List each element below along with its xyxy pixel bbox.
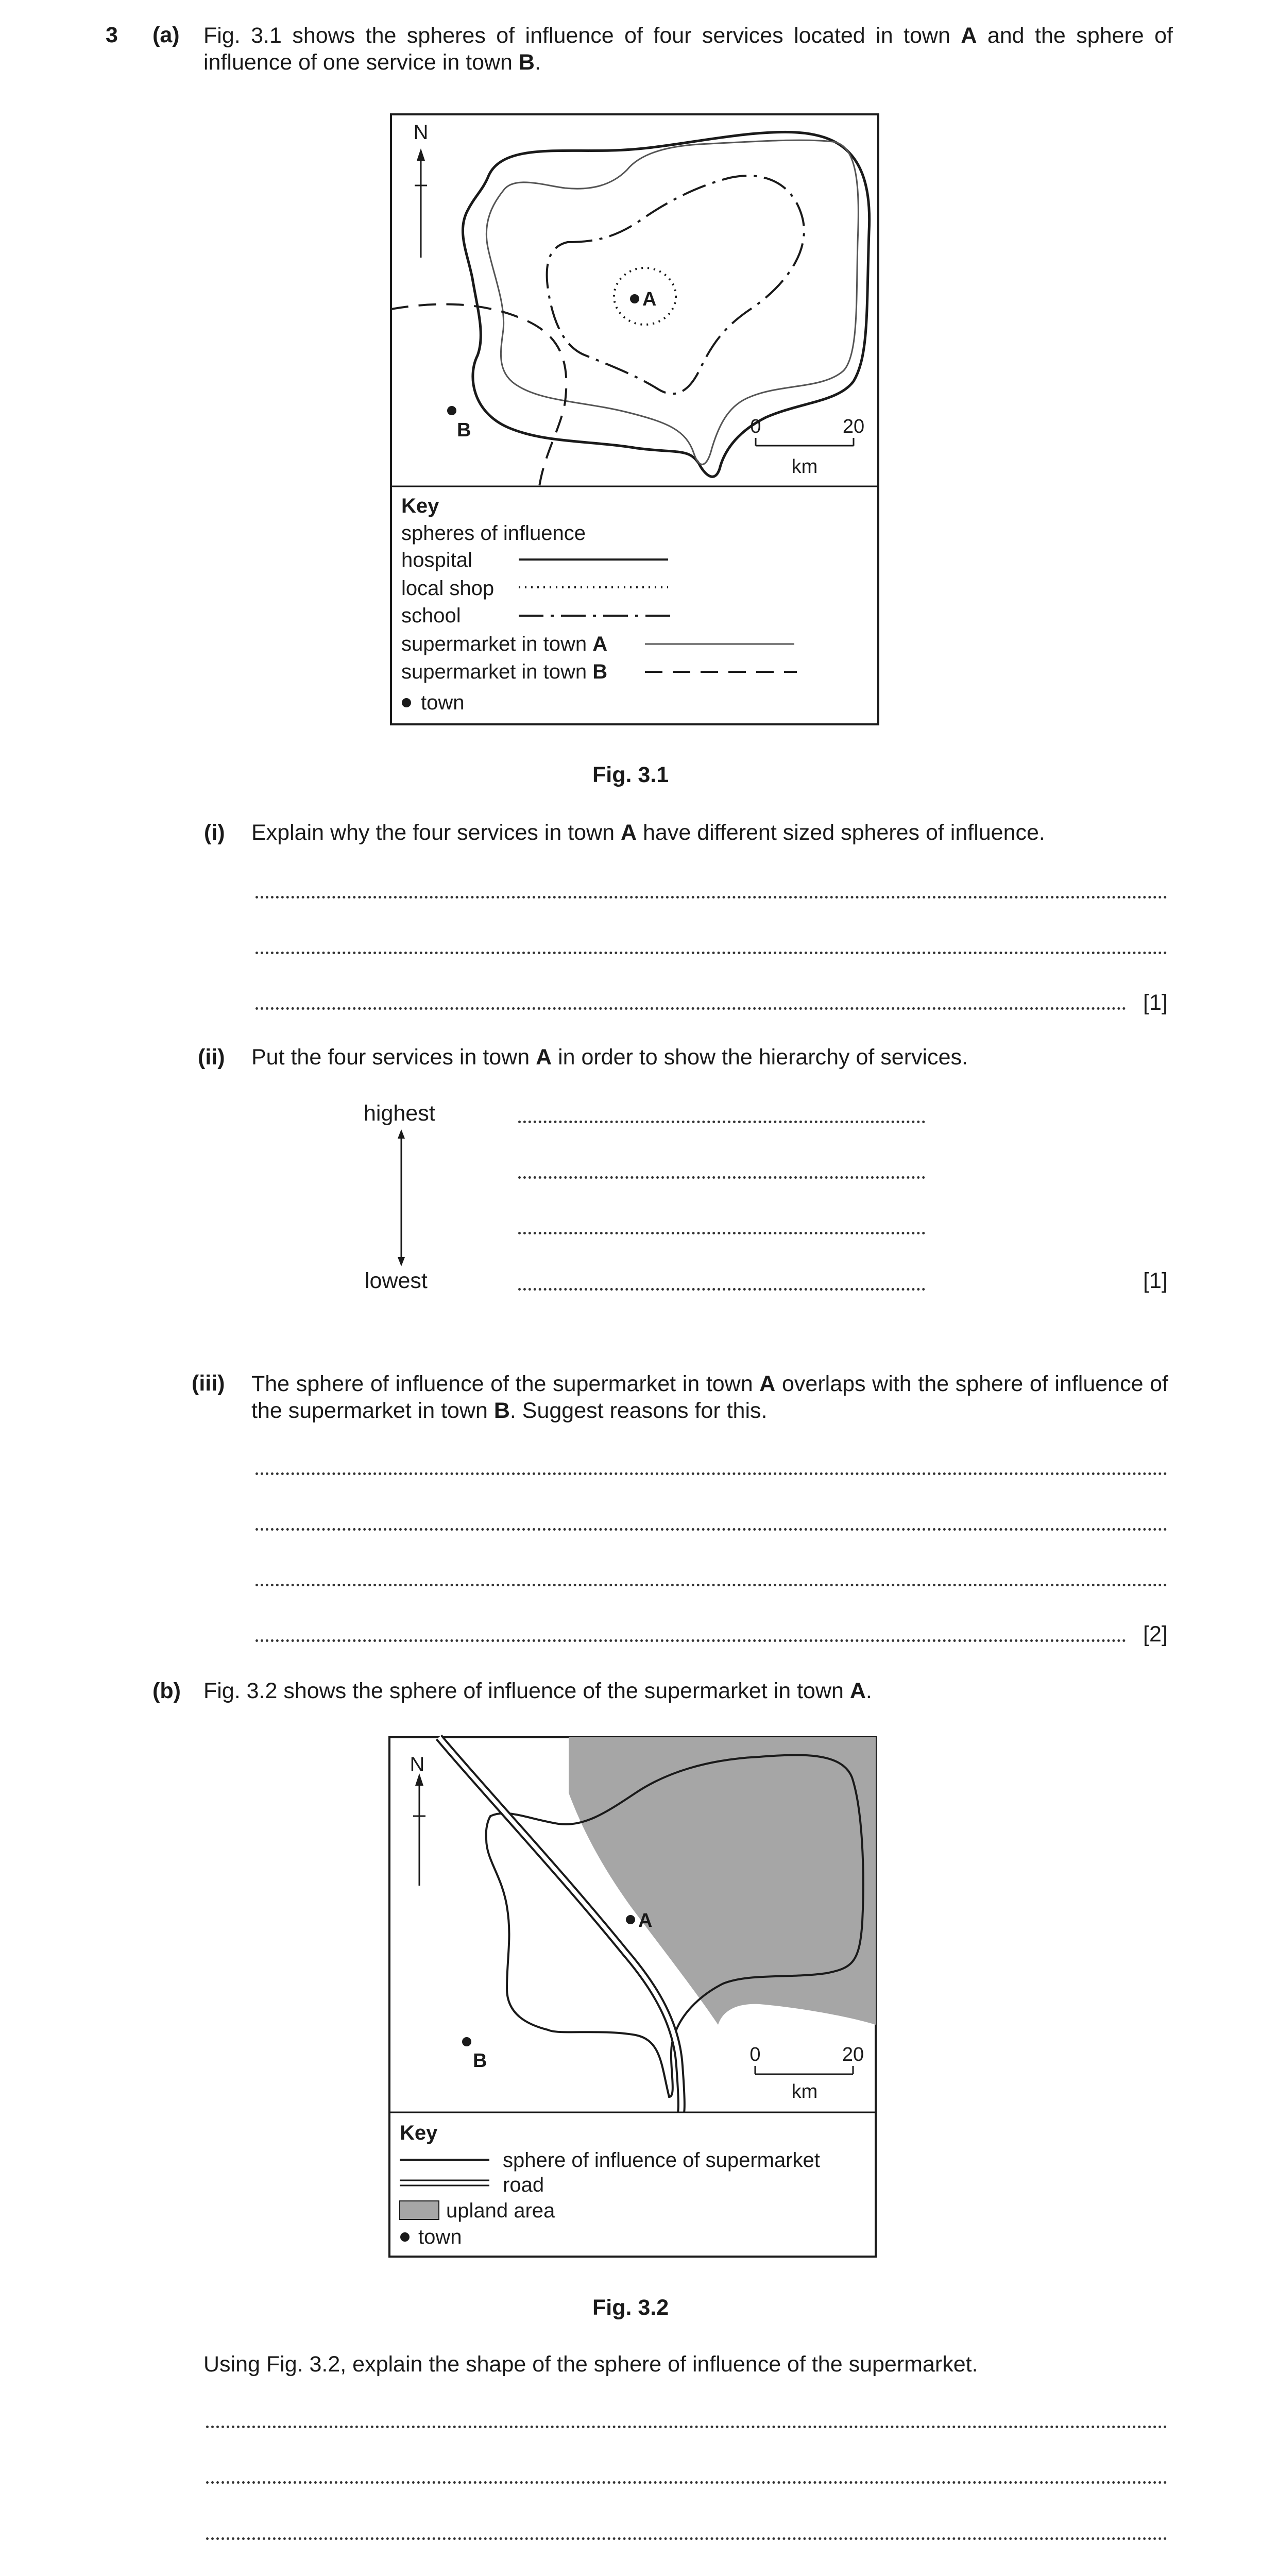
- north-arrow-icon-2: [413, 1773, 425, 1886]
- fig2-scale-start: 0: [749, 2044, 761, 2065]
- part-b-text: Fig. 3.2 shows the sphere of influence of the supermarket in town A.: [203, 1679, 872, 1703]
- town-a-dot: [630, 294, 639, 303]
- key-local-shop-label: local shop: [401, 577, 495, 600]
- q-ii-marks: [1]: [1143, 1268, 1168, 1293]
- hierarchy-arrow-icon: [394, 1128, 409, 1267]
- q-i-marks: [1]: [1143, 990, 1168, 1015]
- town-a-label: A: [642, 289, 657, 310]
- fig-3-2-caption: Fig. 3.2: [592, 2295, 669, 2320]
- scale-bar: [756, 438, 854, 446]
- q-iii-label: (iii): [192, 1371, 225, 1396]
- fig2-town-a-label: A: [638, 1910, 653, 1931]
- fig-3-2-map: [388, 1736, 877, 2258]
- hierarchy-highest-label: highest: [364, 1101, 435, 1126]
- key-subtitle: spheres of influence: [401, 522, 586, 545]
- north-arrow-icon: [415, 148, 427, 258]
- q-ii-label: (ii): [198, 1045, 225, 1070]
- q-i-text: Explain why the four services in town A have different sized spheres of influence.: [251, 820, 1045, 845]
- fig2-town-b-label: B: [473, 2050, 487, 2072]
- q-b-text: Using Fig. 3.2, explain the shape of the sphere of influence of the supermarket.: [203, 2352, 978, 2377]
- answer-line-i-2[interactable]: [255, 952, 1167, 954]
- sphere-school: [547, 176, 804, 394]
- fig2-town-b-dot: [462, 2037, 471, 2046]
- answer-line-i-3[interactable]: [255, 1007, 1126, 1010]
- key-title: Key: [401, 495, 439, 517]
- fig2-key-road-label: road: [503, 2174, 544, 2196]
- fig-3-1-map: [390, 113, 879, 725]
- hierarchy-line-2[interactable]: [518, 1176, 925, 1179]
- part-b-label: (b): [152, 1679, 181, 1703]
- answer-line-i-1[interactable]: [255, 896, 1167, 899]
- figure-3-2: [388, 1736, 877, 2258]
- fig2-scale-bar: [755, 2066, 853, 2074]
- fig2-key-sphere-label: sphere of influence of supermarket: [503, 2149, 820, 2172]
- part-a-text: Fig. 3.1 shows the spheres of influence of four services located in town A and the sphere of influence of one service in town B.: [203, 23, 1173, 75]
- fig2-scale-unit: km: [791, 2081, 818, 2103]
- fig-3-1-caption: Fig. 3.1: [592, 762, 669, 787]
- fig2-key-upland-swatch: [400, 2201, 439, 2219]
- answer-line-iii-2[interactable]: [255, 1528, 1167, 1531]
- answer-line-iii-4[interactable]: [255, 1639, 1126, 1642]
- answer-line-iii-3[interactable]: [255, 1584, 1167, 1586]
- fig2-key-title: Key: [400, 2122, 438, 2144]
- hierarchy-line-1[interactable]: [518, 1121, 925, 1123]
- fig2-north-label: N: [410, 1753, 425, 1776]
- fig2-key-town-label: town: [418, 2226, 462, 2248]
- key-super-a-label: supermarket in town A: [401, 633, 608, 655]
- key-town-dot: [402, 698, 411, 707]
- part-a-label: (a): [152, 23, 180, 47]
- town-b-label: B: [457, 419, 471, 441]
- fig2-key-town-dot: [400, 2232, 410, 2242]
- answer-line-b-2[interactable]: [206, 2481, 1167, 2484]
- hierarchy-lowest-label: lowest: [365, 1268, 428, 1293]
- town-b-dot: [447, 406, 456, 415]
- fig2-scale-end: 20: [842, 2044, 864, 2065]
- q-iii-text: The sphere of influence of the supermarket in town A overlaps with the sphere of influence of the supermarket in town B. Suggest reasons for this.: [251, 1371, 1168, 1423]
- key-town-label: town: [421, 691, 465, 714]
- figure-3-1: [390, 113, 879, 725]
- key-school-label: school: [401, 604, 461, 627]
- north-label: N: [413, 121, 429, 144]
- fig2-key-upland-label: upland area: [446, 2199, 555, 2222]
- sphere-supermarket-a: [486, 140, 858, 464]
- key-super-b-label: supermarket in town B: [401, 660, 608, 683]
- scale-start: 0: [750, 416, 761, 437]
- fig2-town-a-dot: [626, 1915, 635, 1924]
- q-ii-text: Put the four services in town A in order to show the hierarchy of services.: [251, 1045, 968, 1070]
- answer-line-iii-1[interactable]: [255, 1472, 1167, 1475]
- upland-area: [569, 1737, 876, 2025]
- answer-line-b-3[interactable]: [206, 2537, 1167, 2540]
- answer-line-b-1[interactable]: [206, 2426, 1167, 2428]
- q-i-label: (i): [204, 820, 225, 845]
- q-iii-marks: [2]: [1143, 1622, 1168, 1647]
- scale-end: 20: [842, 416, 865, 437]
- scale-unit: km: [791, 456, 818, 478]
- hierarchy-line-3[interactable]: [518, 1232, 925, 1234]
- hierarchy-line-4[interactable]: [518, 1288, 925, 1291]
- question-number: 3: [106, 23, 118, 47]
- key-hospital-label: hospital: [401, 549, 472, 571]
